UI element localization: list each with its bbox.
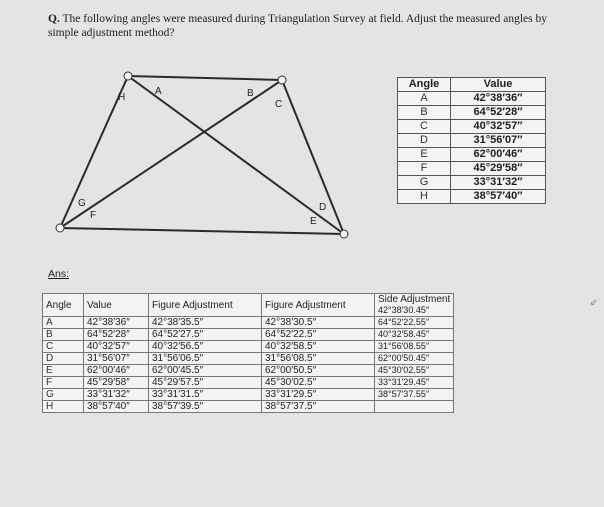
cursor-icon: ⇙ <box>590 297 598 307</box>
figure-adjustment-2-cell: 62°00′50.5″ <box>262 365 375 377</box>
table-row <box>398 92 546 106</box>
table-row <box>398 176 546 190</box>
side-adjustment-cell: 62°00′50.45″ <box>375 353 454 365</box>
table-row <box>43 341 454 353</box>
figure-adjustment-1-cell: 33°31′31.5″ <box>149 389 262 401</box>
table-row <box>398 148 546 162</box>
value-cell: 38°57′40″ <box>84 401 149 413</box>
value-cell: 40°32′57″ <box>451 120 546 134</box>
label-a: A <box>155 86 162 97</box>
angle-cell: E <box>43 365 84 377</box>
figure-adjustment-1-cell: 64°52′27.5″ <box>149 329 262 341</box>
table-row <box>43 377 454 389</box>
label-c: C <box>275 99 283 110</box>
label-f: F <box>90 210 97 221</box>
value-cell: 64°52′28″ <box>451 106 546 120</box>
angle-cell: D <box>398 134 451 148</box>
angle-cell: C <box>43 341 84 353</box>
figure-adjustment-2-cell: 40°32′58.5″ <box>262 341 375 353</box>
value-cell: 31°56′07″ <box>451 134 546 148</box>
result-header-figure-adjustment-1: Figure Adjustment <box>149 294 262 317</box>
value-cell: 45°29′58″ <box>451 162 546 176</box>
value-cell: 64°52′28″ <box>84 329 149 341</box>
figure-adjustment-2-cell: 45°30′02.5″ <box>262 377 375 389</box>
table-row <box>43 389 454 401</box>
adjustment-table <box>42 293 454 413</box>
angle-cell: B <box>43 329 84 341</box>
side-adjustment-cell: 31°56′08.55″ <box>375 341 454 353</box>
angle-cell: H <box>43 401 84 413</box>
angle-cell: B <box>398 106 451 120</box>
figure-adjustment-1-cell: 62°00′45.5″ <box>149 365 262 377</box>
angle-cell: C <box>398 120 451 134</box>
result-header-side-adjustment <box>375 294 454 317</box>
table-row <box>398 120 546 134</box>
value-cell: 42°38′36″ <box>84 317 149 329</box>
value-cell: 62°00′46″ <box>451 148 546 162</box>
side-adjustment-cell <box>375 401 454 413</box>
figure-adjustment-2-cell: 31°56′08.5″ <box>262 353 375 365</box>
side-adjustment-cell: 64°52′22.55″ <box>375 317 454 329</box>
angle-cell: A <box>43 317 84 329</box>
table-row <box>43 353 454 365</box>
result-header-value: Value <box>84 294 149 317</box>
angle-cell: G <box>398 176 451 190</box>
given-angles-table <box>397 77 546 204</box>
given-header-angle: Angle <box>398 78 451 92</box>
label-g: G <box>78 198 86 209</box>
question-number: Q. <box>48 13 60 25</box>
table-row <box>43 365 454 377</box>
value-cell: 62°00′46″ <box>84 365 149 377</box>
table-row <box>398 106 546 120</box>
table-row <box>43 401 454 413</box>
side-adjustment-cell: 38°57′37.55″ <box>375 389 454 401</box>
side-header-label: Side Adjustment <box>378 294 451 305</box>
angle-cell: D <box>43 353 84 365</box>
label-d: D <box>319 202 327 213</box>
table-row <box>43 329 454 341</box>
given-header-value: Value <box>451 78 546 92</box>
value-cell: 38°57′40″ <box>451 190 546 204</box>
side-adjustment-cell: 45°30′02.55″ <box>375 365 454 377</box>
value-cell: 40°32′57″ <box>84 341 149 353</box>
figure-adjustment-1-cell: 31°56′06.5″ <box>149 353 262 365</box>
table-row <box>398 162 546 176</box>
figure-adjustment-1-cell: 45°29′57.5″ <box>149 377 262 389</box>
table-row <box>43 317 454 329</box>
value-cell: 45°29′58″ <box>84 377 149 389</box>
figure-adjustment-2-cell: 42°38′30.5″ <box>262 317 375 329</box>
result-header-figure-adjustment-2: Figure Adjustment <box>262 294 375 317</box>
question-body: The following angles were measured during Triangulation Survey at field. Adjust the measured angles by simple adjustment method? <box>48 13 547 39</box>
label-b: B <box>247 88 254 99</box>
angle-cell: E <box>398 148 451 162</box>
angle-cell: H <box>398 190 451 204</box>
figure-adjustment-2-cell: 38°57′37.5″ <box>262 401 375 413</box>
value-cell: 33°31′32″ <box>451 176 546 190</box>
side-adjustment-cell: 40°32′58.45″ <box>375 329 454 341</box>
angle-cell: F <box>43 377 84 389</box>
figure-adjustment-1-cell: 40°32′56.5″ <box>149 341 262 353</box>
label-e: E <box>310 216 317 227</box>
side-adjustment-cell: 33°31′29.45″ <box>375 377 454 389</box>
figure-adjustment-2-cell: 33°31′29.5″ <box>262 389 375 401</box>
angle-cell: A <box>398 92 451 106</box>
quadrilateral-diagram <box>40 62 370 252</box>
figure-adjustment-1-cell: 42°38′35.5″ <box>149 317 262 329</box>
figure-adjustment-1-cell: 38°57′39.5″ <box>149 401 262 413</box>
figure-adjustment-2-cell: 64°52′22.5″ <box>262 329 375 341</box>
side-first-value: 42°38′30.45″ <box>378 305 430 315</box>
value-cell: 33°31′32″ <box>84 389 149 401</box>
label-h: H <box>118 92 126 103</box>
question-text <box>48 12 568 40</box>
table-row <box>398 134 546 148</box>
value-cell: 42°38′36″ <box>451 92 546 106</box>
angle-cell: F <box>398 162 451 176</box>
answer-label: Ans: <box>48 268 70 280</box>
value-cell: 31°56′07″ <box>84 353 149 365</box>
result-header-angle: Angle <box>43 294 84 317</box>
angle-cell: G <box>43 389 84 401</box>
table-row <box>398 190 546 204</box>
